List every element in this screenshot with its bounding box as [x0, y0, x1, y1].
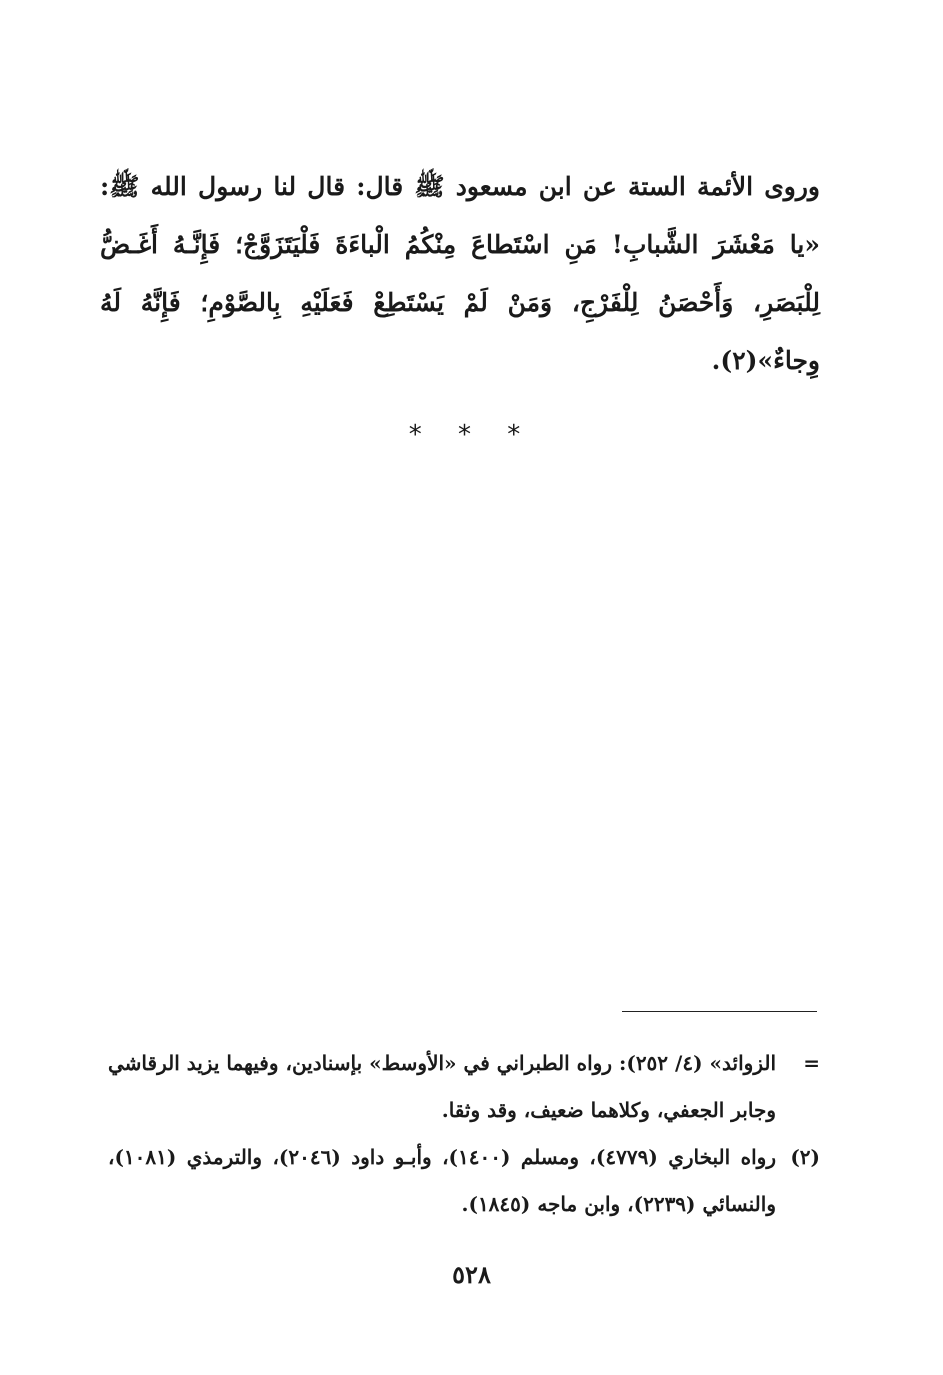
main-text-block — [100, 158, 820, 390]
hadith-paragraph: وروى الأئمة الستة عن ابن مسعود ﷺ قال: قال لنا رسول الله ﷺ: «يا مَعْشَرَ الشَّبابِ! مَنِ اسْتَطاعَ مِنْكُمُ الْباءَةَ فَلْيَتَزَوَّجْ؛ فَإِنَّـهُ أَغَـضُّ لِلْبَصَرِ، وَأَحْصَنُ لِلْفَرْجِ، وَمَنْ لَمْ يَسْتَطِعْ فَعَلَيْهِ بِالصَّوْمِ؛ فَإِنَّهُ لَهُ وِجاءٌ»(٢). — [100, 172, 820, 375]
footnote-marker: = — [803, 1051, 820, 1075]
footnote-divider — [622, 1011, 817, 1012]
footnote-marker: (٢) — [790, 1145, 820, 1169]
page-number: ٥٢٨ — [452, 1260, 491, 1289]
footnote-continuation — [108, 1040, 820, 1134]
section-separator: * * * — [408, 420, 535, 450]
footnotes — [108, 1040, 820, 1228]
footnote-2 — [108, 1134, 820, 1228]
footnote-text: الزوائد» (٤/ ٢٥٢): رواه الطبراني في «الأوسط» بإسنادين، وفيهما يزيد الرقاشي وجابر الجعفي، وكلاهما ضعيف، وقد وثقا. — [108, 1051, 776, 1122]
footnote-text: رواه البخاري (٤٧٧٩)، ومسلم (١٤٠٠)، وأبـو داود (٢٠٤٦)، والترمذي (١٠٨١)، والنسائي (٢٢٣٩)، وابن ماجه (١٨٤٥). — [108, 1145, 776, 1216]
